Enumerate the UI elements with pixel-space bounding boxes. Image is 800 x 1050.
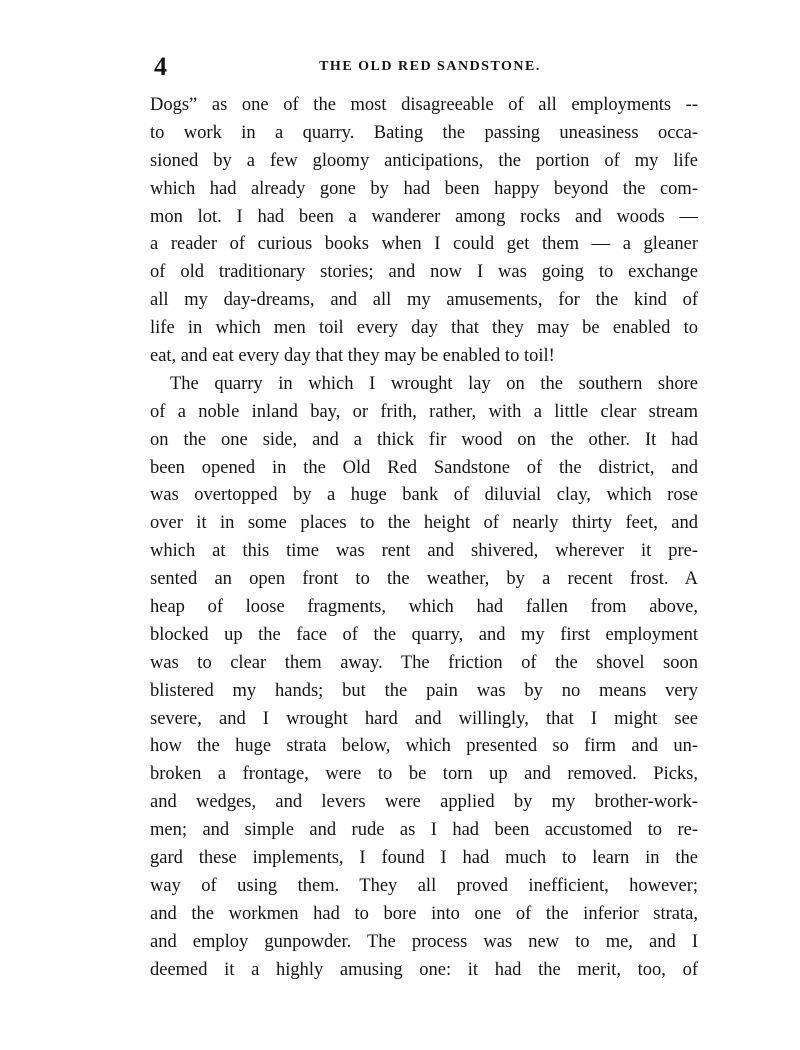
text-line: Dogs” as one of the most disagreeable of all employments -- [150,95,698,115]
text-line: eat, and eat every day that they may be enabled to toil! [150,346,555,367]
text-line: and wedges, and levers were applied by my brother-work- [150,792,698,813]
text-line: was to clear them away. The friction of the shovel soon [150,652,698,673]
text-line: which at this time was rent and shivered, wherever it pre- [150,541,698,562]
text-line: on the one side, and a thick fir wood on the other. It had [150,429,698,450]
text-line: over it in some places to the height of nearly thirty feet, and [150,513,698,534]
text-line: broken a frontage, were to be torn up and removed. Picks, [150,764,698,785]
text-line: severe, and I wrought hard and willingly, that I might see [150,708,698,729]
text-line: of old traditionary stories; and now I was going to exchange [150,262,698,283]
text-line: way of using them. They all proved inefficient, however; [150,875,698,896]
text-line: The quarry in which I wrought lay on the southern shore [170,373,698,394]
text-line: been opened in the Old Red Sandstone of the district, and [150,457,698,478]
text-line: to work in a quarry. Bating the passing uneasiness occa- [150,122,698,143]
body-text [150,92,698,985]
text-line: life in which men toil every day that they may be enabled to [150,318,698,339]
text-line: mon lot. I had been a wanderer among rocks and woods — [150,206,698,227]
text-line: how the huge strata below, which presented so firm and un- [150,736,698,757]
text-line: gard these implements, I found I had much to learn in the [150,848,698,869]
text-line: and the workmen had to bore into one of the inferior strata, [150,903,698,924]
text-line: a reader of curious books when I could get them — a gleaner [150,234,698,255]
page-number: 4 [154,52,167,81]
running-head: THE OLD RED SANDSTONE. [319,59,541,74]
text-line: sented an open front to the weather, by a recent frost. A [150,569,698,590]
text-line: sioned by a few gloomy anticipations, the portion of my life [150,150,698,171]
text-line: and employ gunpowder. The process was new to me, and I [150,931,698,952]
paragraph-1 [150,92,698,371]
text-line: which had already gone by had been happy beyond the com- [150,178,698,199]
text-line: of a noble inland bay, or frith, rather, with a little clear stream [150,401,698,422]
text-line: deemed it a highly amusing one: it had the merit, too, of [150,959,698,980]
paragraph-2 [150,371,698,985]
text-line: blocked up the face of the quarry, and my first employment [150,624,698,645]
text-line: all my day-dreams, and all my amusements, for the kind of [150,290,698,311]
text-line: blistered my hands; but the pain was by no means very [150,680,698,701]
text-line: men; and simple and rude as I had been accustomed to re- [150,820,698,841]
text-line: heap of loose fragments, which had fallen from above, [150,597,698,618]
page-header [150,52,710,82]
text-line: was overtopped by a huge bank of diluvial clay, which rose [150,485,698,506]
